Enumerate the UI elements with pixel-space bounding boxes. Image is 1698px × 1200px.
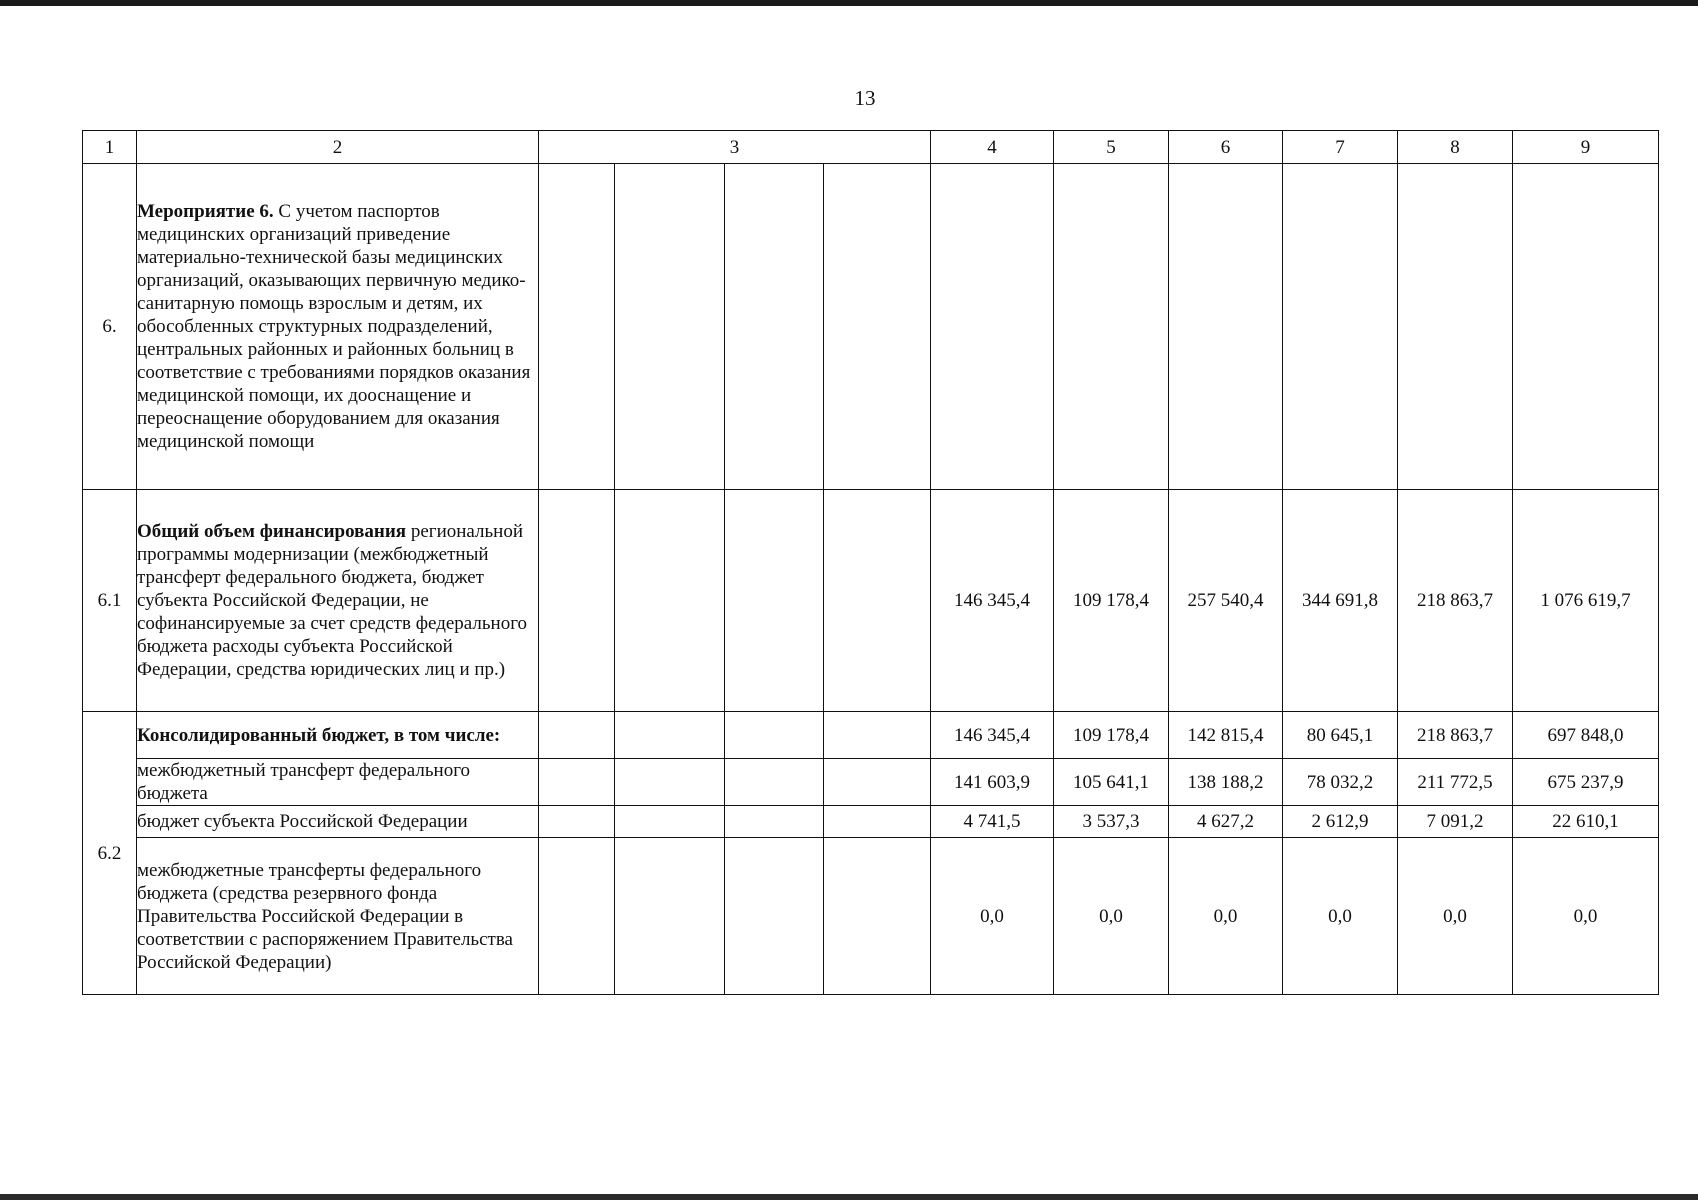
header-col-7: 7 (1283, 131, 1398, 164)
value-cell: 4 741,5 (931, 806, 1054, 838)
empty-cell (824, 712, 931, 759)
value-cell: 7 091,2 (1398, 806, 1513, 838)
value-cell: 0,0 (931, 838, 1054, 995)
empty-cell (824, 490, 931, 712)
empty-cell (1513, 164, 1659, 490)
empty-cell (615, 490, 725, 712)
empty-cell (725, 164, 824, 490)
empty-cell (539, 490, 615, 712)
empty-cell (1398, 164, 1513, 490)
header-col-3: 3 (539, 131, 931, 164)
header-col-8: 8 (1398, 131, 1513, 164)
empty-cell (725, 759, 824, 806)
value-cell: 1 076 619,7 (1513, 490, 1659, 712)
table-row-6-1 (83, 490, 1659, 712)
value-cell: 109 178,4 (1054, 490, 1169, 712)
empty-cell (725, 806, 824, 838)
row-description (137, 490, 539, 712)
empty-cell (725, 838, 824, 995)
header-col-1: 1 (83, 131, 137, 164)
table-row-subject-budget (83, 806, 1659, 838)
empty-cell (615, 838, 725, 995)
empty-cell (824, 759, 931, 806)
empty-cell (539, 712, 615, 759)
header-row (83, 131, 1659, 164)
funding-table (82, 130, 1659, 995)
empty-cell (725, 712, 824, 759)
header-col-5: 5 (1054, 131, 1169, 164)
row-number: 6.1 (83, 490, 137, 712)
measure-text: С учетом паспортов медицинских организаций приведение материально-технической базы медицинских организаций, оказывающих первичную медико-санитарную помощь взрослым и детям, их обособленных структурных подразделений, центральных районных и районных больниц в соответствие с требованиями порядков оказания медицинской помощи, их дооснащение и переоснащение оборудованием для оказания медицинской помощи (137, 201, 531, 452)
funding-title: Общий объем финансирования (137, 521, 407, 542)
header-col-2: 2 (137, 131, 539, 164)
row-number: 6.2 (83, 712, 137, 995)
empty-cell (824, 838, 931, 995)
value-cell: 22 610,1 (1513, 806, 1659, 838)
value-cell: 218 863,7 (1398, 490, 1513, 712)
header-col-9: 9 (1513, 131, 1659, 164)
value-cell: 80 645,1 (1283, 712, 1398, 759)
table-row-federal-transfer (83, 759, 1659, 806)
empty-cell (1169, 164, 1283, 490)
empty-cell (1054, 164, 1169, 490)
row-description: межбюджетные трансферты федерального бюджета (средства резервного фонда Правительства Российской Федерации в соответствии с распоряжением Правительства Российской Федерации) (137, 838, 539, 995)
value-cell: 0,0 (1513, 838, 1659, 995)
value-cell: 211 772,5 (1398, 759, 1513, 806)
empty-cell (615, 759, 725, 806)
value-cell: 2 612,9 (1283, 806, 1398, 838)
value-cell: 0,0 (1283, 838, 1398, 995)
row-description: межбюджетный трансферт федерального бюджета (137, 759, 539, 806)
value-cell: 109 178,4 (1054, 712, 1169, 759)
empty-cell (539, 759, 615, 806)
value-cell: 344 691,8 (1283, 490, 1398, 712)
header-col-6: 6 (1169, 131, 1283, 164)
table-row-6 (83, 164, 1659, 490)
value-cell: 218 863,7 (1398, 712, 1513, 759)
scan-edge-top (0, 0, 1698, 6)
measure-title: Мероприятие 6. (137, 201, 274, 222)
empty-cell (539, 838, 615, 995)
row-description: Консолидированный бюджет, в том числе: (137, 712, 539, 759)
table-row-consolidated (83, 712, 1659, 759)
empty-cell (725, 490, 824, 712)
empty-cell (1283, 164, 1398, 490)
header-col-4: 4 (931, 131, 1054, 164)
row-description: бюджет субъекта Российской Федерации (137, 806, 539, 838)
table-row-reserve-fund (83, 838, 1659, 995)
empty-cell (539, 164, 615, 490)
row-description (137, 164, 539, 490)
empty-cell (615, 164, 725, 490)
value-cell: 697 848,0 (1513, 712, 1659, 759)
value-cell: 675 237,9 (1513, 759, 1659, 806)
funding-text: региональной программы модернизации (межбюджетный трансферт федерального бюджета, бюджет субъекта Российской Федерации, не софинансируемые за счет средств федерального бюджета расходы субъекта Российской Федерации, средства юридических лиц и пр.) (137, 521, 528, 680)
row-number: 6. (83, 164, 137, 490)
empty-cell (615, 712, 725, 759)
page-number: 13 (854, 86, 876, 110)
value-cell: 105 641,1 (1054, 759, 1169, 806)
scan-edge-bottom (0, 1194, 1698, 1200)
empty-cell (615, 806, 725, 838)
value-cell: 257 540,4 (1169, 490, 1283, 712)
value-cell: 78 032,2 (1283, 759, 1398, 806)
value-cell: 146 345,4 (931, 490, 1054, 712)
value-cell: 146 345,4 (931, 712, 1054, 759)
value-cell: 142 815,4 (1169, 712, 1283, 759)
value-cell: 3 537,3 (1054, 806, 1169, 838)
empty-cell (931, 164, 1054, 490)
value-cell: 0,0 (1398, 838, 1513, 995)
value-cell: 4 627,2 (1169, 806, 1283, 838)
empty-cell (824, 164, 931, 490)
value-cell: 141 603,9 (931, 759, 1054, 806)
empty-cell (539, 806, 615, 838)
value-cell: 0,0 (1054, 838, 1169, 995)
empty-cell (824, 806, 931, 838)
value-cell: 0,0 (1169, 838, 1283, 995)
value-cell: 138 188,2 (1169, 759, 1283, 806)
